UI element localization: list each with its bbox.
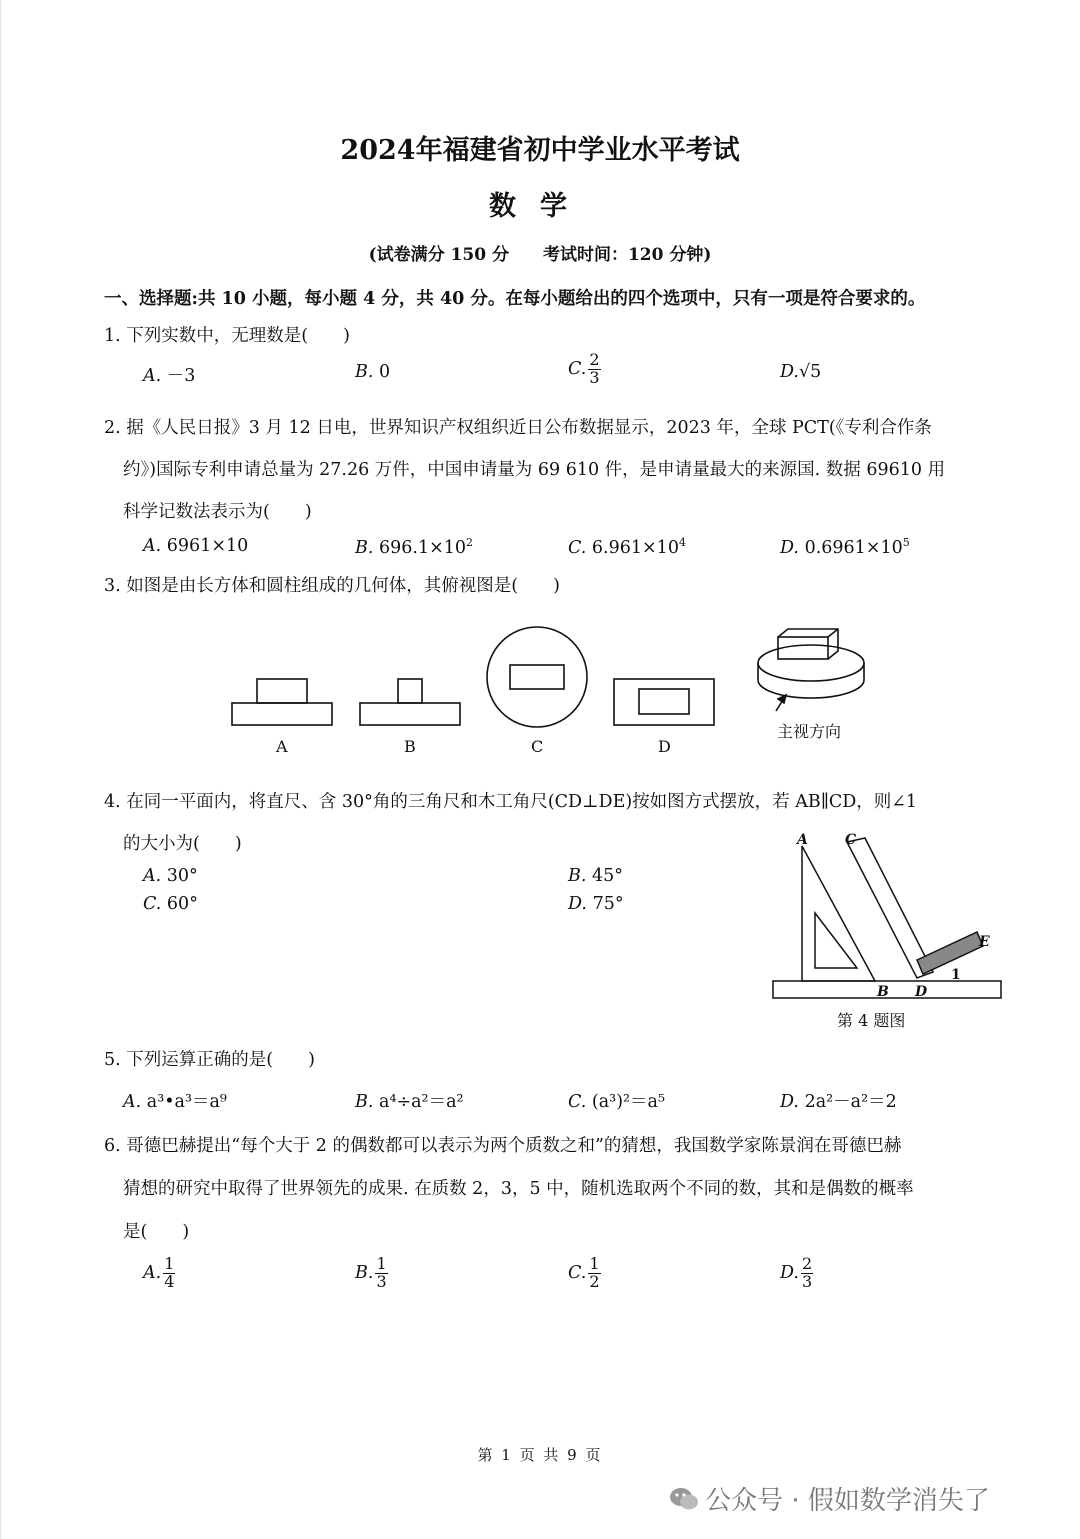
q6-option-b: B. $\frac{1}{3}$ xyxy=(355,1254,387,1291)
q3-solid-cylinder-top xyxy=(758,645,864,681)
fraction: $\frac{1}{2}$ xyxy=(589,1254,600,1291)
q2-option-c: C. $6.961\times 10^4$ xyxy=(568,536,686,558)
q5-option-b: B. a⁴÷a²＝a² xyxy=(355,1092,464,1112)
exam-title: 2024年福建省初中学业水平考试 xyxy=(340,135,740,166)
q4-label-c: C xyxy=(845,832,857,848)
q1-option-a: A. －3 xyxy=(143,366,196,386)
q4-label-b: B xyxy=(877,984,889,1000)
q4-square-arm xyxy=(847,838,933,978)
fraction: $\frac{2}{3}$ xyxy=(801,1254,813,1291)
q3-solid-box-edge xyxy=(778,629,838,659)
q6-option-c: C. $\frac{1}{2}$ xyxy=(568,1254,600,1291)
q2-option-d: D. $0.6961\times 10^5$ xyxy=(780,536,910,558)
q6-line1: 6. 哥德巴赫提出“每个大于 2 的偶数都可以表示为两个质数之和”的猜想，我国数学家陈景润在哥德巴赫 xyxy=(104,1136,902,1156)
q4-label-angle1: 1 xyxy=(951,967,961,983)
q6-line3: 是( ) xyxy=(123,1222,190,1242)
q4-figure xyxy=(765,828,1010,1038)
q2-option-b: B. $696.1\times 10^2$ xyxy=(355,536,474,558)
q1-option-c: C. $\frac{2}{3}$ xyxy=(568,350,600,387)
q3-label-b: B xyxy=(404,737,416,756)
section-heading: 一、选择题:共 10 小题，每小题 4 分，共 40 分。在每小题给出的四个选项中，只有一项是符合要求的。 xyxy=(104,289,926,309)
q4-square-blade xyxy=(917,932,983,974)
fraction: $\frac{1}{4}$ xyxy=(164,1254,175,1291)
q1-stem: 1. 下列实数中，无理数是( ) xyxy=(104,326,350,346)
fraction: $\frac{1}{3}$ xyxy=(376,1254,387,1291)
q6-option-a: A. $\frac{1}{4}$ xyxy=(143,1254,175,1291)
watermark-text: 公众号 · 假如数学消失了 xyxy=(705,1486,990,1516)
q6-option-d: D. $\frac{2}{3}$ xyxy=(780,1254,813,1291)
q2-option-a: A. 6961×10 xyxy=(143,536,249,556)
q3-a-top xyxy=(257,679,307,703)
q3-label-d: D xyxy=(658,737,671,756)
q5-option-d: D. 2a²－a²＝2 xyxy=(780,1092,897,1112)
q4-triangle-outer xyxy=(802,846,875,981)
q3-b-top xyxy=(398,679,422,703)
q5-stem: 5. 下列运算正确的是( ) xyxy=(104,1050,315,1070)
q3-c-circle xyxy=(487,627,587,727)
q4-option-c: C. 60° xyxy=(143,894,198,914)
q5-option-a: A. a³•a³＝a⁹ xyxy=(123,1092,227,1112)
q1-option-b: B. 0 xyxy=(355,362,391,382)
q4-label-a: A xyxy=(797,832,808,848)
watermark xyxy=(668,1480,990,1517)
q3-d-inner xyxy=(639,689,689,714)
q4-triangle-inner xyxy=(815,913,857,968)
exam-meta: (试卷满分 150 分 考试时间：120 分钟) xyxy=(368,245,712,265)
page-number: 第 1 页 共 9 页 xyxy=(477,1446,603,1464)
q3-stem: 3. 如图是由长方体和圆柱组成的几何体，其俯视图是( ) xyxy=(104,576,560,596)
exam-subject: 数学 xyxy=(489,191,591,222)
q3-c-rect xyxy=(510,665,564,689)
q4-option-d: D. 75° xyxy=(568,894,624,914)
q3-d-outer xyxy=(614,679,714,725)
q1-option-d: D.√5 xyxy=(780,362,822,382)
q4-option-a: A. 30° xyxy=(143,866,198,886)
q4-label-e: E xyxy=(979,934,990,950)
q3-label-c: C xyxy=(531,737,544,756)
q3-arrow-head xyxy=(778,695,786,703)
q4-option-b: B. 45° xyxy=(568,866,624,886)
fraction: $\frac{2}{3}$ xyxy=(589,350,600,387)
q2-line3: 科学记数法表示为( ) xyxy=(123,502,312,522)
q4-line2: 的大小为( ) xyxy=(123,834,242,854)
q4-label-d: D xyxy=(915,984,928,1000)
q3-solid-box-front xyxy=(778,637,828,659)
q3-figure xyxy=(220,615,900,765)
q3-b-base xyxy=(360,703,460,725)
q4-caption: 第 4 题图 xyxy=(837,1011,906,1030)
q6-line2: 猜想的研究中取得了世界领先的成果. 在质数 2，3，5 中，随机选取两个不同的数，其和是偶数的概率 xyxy=(123,1179,914,1199)
q2-line2: 约》)国际专利申请总量为 27.26 万件，中国申请量为 69 610 件，是申请量最大的来源国. 数据 69610 用 xyxy=(123,460,946,480)
q3-a-base xyxy=(232,703,332,725)
q5-option-c: C. (a³)²＝a⁵ xyxy=(568,1092,665,1112)
q3-label-a: A xyxy=(276,737,288,756)
wechat-icon xyxy=(668,1486,700,1512)
q4-line1: 4. 在同一平面内，将直尺、含 30°角的三角尺和木工角尺(CD⊥DE)按如图方式摆放，若 AB∥CD，则∠1 xyxy=(104,792,918,812)
q2-line1: 2. 据《人民日报》3 月 12 日电，世界知识产权组织近日公布数据显示，2023 年，全球 PCT(《专利合作条 xyxy=(104,418,932,438)
q3-direction-label: 主视方向 xyxy=(777,722,842,741)
